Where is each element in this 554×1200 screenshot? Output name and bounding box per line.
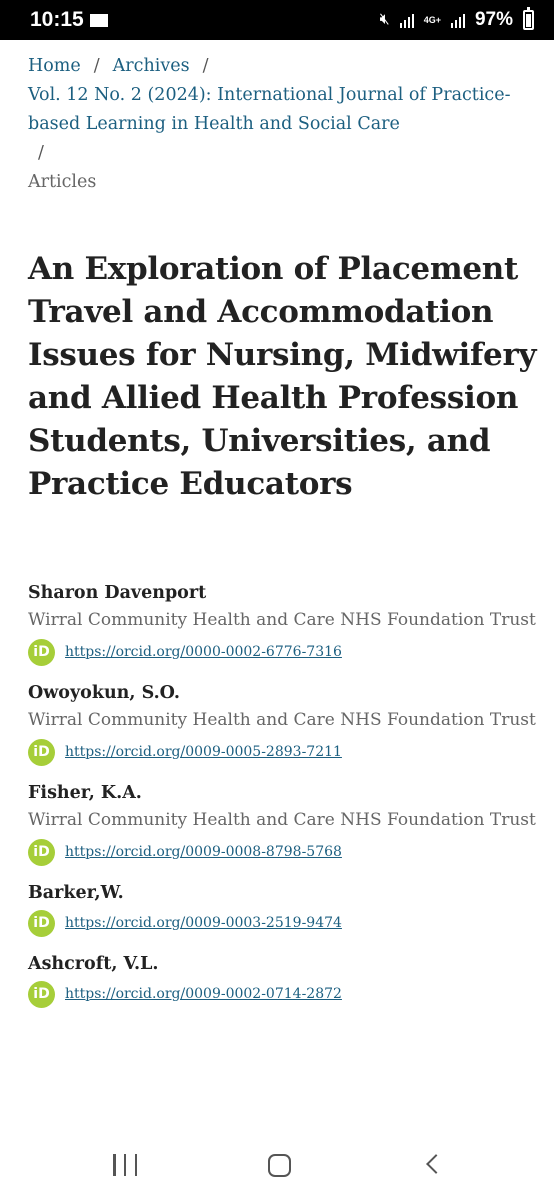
breadcrumb: [28, 52, 528, 197]
breadcrumb-separator: /: [38, 143, 44, 163]
authors-list: [28, 580, 538, 1022]
orcid-link[interactable]: https://orcid.org/0009-0008-8798-5768: [65, 844, 342, 860]
home-icon[interactable]: [268, 1154, 291, 1177]
mute-icon: 🔇︎: [379, 11, 390, 28]
orcid-link[interactable]: https://orcid.org/0009-0002-0714-2872: [65, 986, 342, 1002]
notification-icon: [90, 14, 108, 27]
orcid-icon: iD: [28, 981, 55, 1008]
orcid-link[interactable]: https://orcid.org/0000-0002-6776-7316: [65, 644, 342, 660]
author-affiliation: Wirral Community Health and Care NHS Foundation Trust: [28, 710, 536, 730]
author-item: [28, 780, 538, 867]
author-affiliation: Wirral Community Health and Care NHS Foundation Trust: [28, 610, 536, 630]
author-name: Barker,W.: [28, 883, 124, 903]
recents-icon[interactable]: [113, 1154, 137, 1176]
wifi-signal-icon: [400, 12, 414, 28]
battery-icon: [523, 10, 534, 30]
orcid-icon: iD: [28, 839, 55, 866]
breadcrumb-archives-link[interactable]: Archives: [112, 56, 190, 76]
breadcrumb-separator: /: [93, 56, 100, 76]
battery-percent: 97%: [474, 9, 513, 30]
breadcrumb-current: Articles: [28, 172, 97, 192]
status-time: 10:15: [30, 8, 84, 31]
orcid-link[interactable]: https://orcid.org/0009-0005-2893-7211: [65, 744, 342, 760]
network-type-icon: 4G+: [423, 14, 441, 25]
breadcrumb-separator: /: [202, 56, 209, 76]
orcid-icon: iD: [28, 910, 55, 937]
breadcrumb-home-link[interactable]: Home: [28, 56, 81, 76]
author-affiliation: Wirral Community Health and Care NHS Foundation Trust: [28, 810, 536, 830]
author-name: Ashcroft, V.L.: [28, 954, 159, 974]
back-icon[interactable]: [426, 1154, 446, 1174]
orcid-row: [28, 837, 538, 867]
orcid-icon: iD: [28, 739, 55, 766]
orcid-link[interactable]: https://orcid.org/0009-0003-2519-9474: [65, 915, 342, 931]
article-title: An Exploration of Placement Travel and Accommodation Issues for Nursing, Midwifery and Allied Health Profession Students, Universities, and Practice Educators: [28, 251, 537, 502]
system-nav-bar: [0, 1128, 554, 1200]
cell-signal-icon: [451, 12, 465, 28]
orcid-row: [28, 737, 538, 767]
status-icons: [380, 6, 534, 34]
orcid-row: [28, 908, 538, 938]
orcid-row: [28, 637, 538, 667]
author-item: [28, 880, 538, 938]
breadcrumb-issue-link[interactable]: Vol. 12 No. 2 (2024): International Journal of Practice-based Learning in Health and Social Care: [28, 85, 511, 134]
status-bar: [0, 0, 554, 40]
author-item: [28, 580, 538, 667]
author-item: [28, 680, 538, 767]
author-name: Owoyokun, S.O.: [28, 683, 180, 703]
author-name: Sharon Davenport: [28, 583, 207, 603]
author-name: Fisher, K.A.: [28, 783, 142, 803]
orcid-row: [28, 979, 538, 1009]
orcid-icon: iD: [28, 639, 55, 666]
author-item: [28, 951, 538, 1009]
